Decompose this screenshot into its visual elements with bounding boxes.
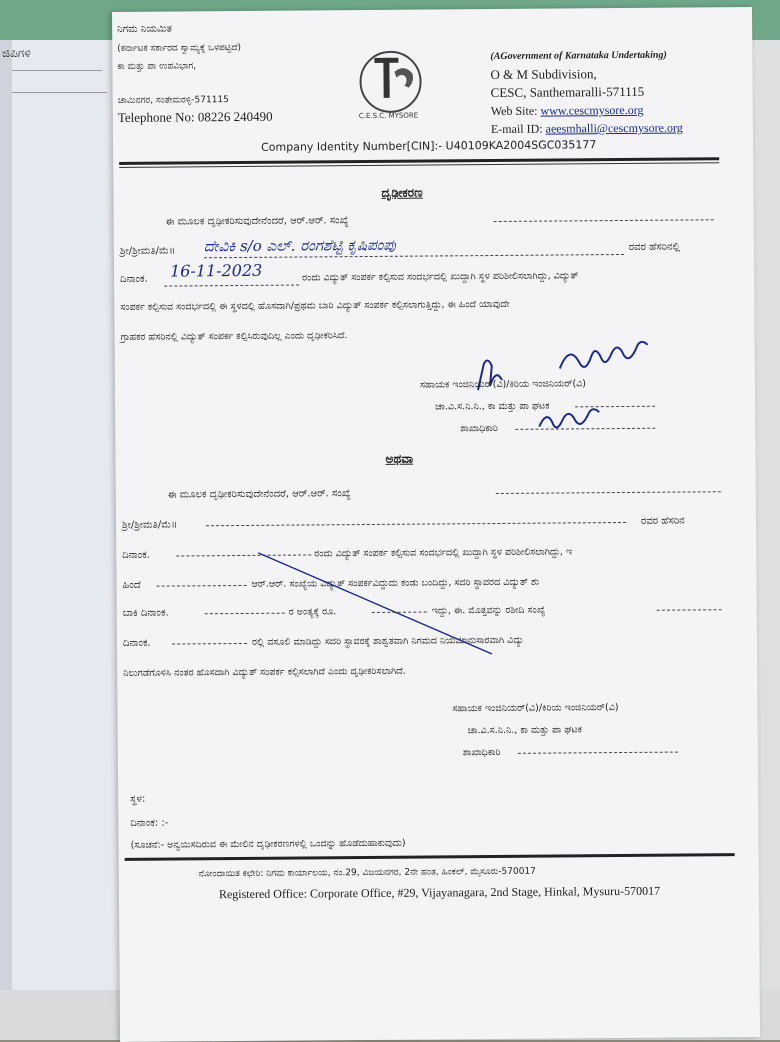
email-label: E-mail ID: (490, 121, 543, 137)
section2-line3: ರಂದು ವಿದ್ಯುತ್ ಸಂಪರ್ಕ ಕಲ್ಪಿಸುವ ಸಂದರ್ಭದಲ್ಲಿ ಖುದ್ದಾಗಿ ಸ್ಥಳ ಪರಿಶೀಲಿಸಲಾಗಿದ್ದು, ಇ (314, 546, 573, 560)
website-link[interactable]: www.cescmysore.org (540, 102, 644, 118)
left-page-line (12, 92, 107, 93)
footer-en-office: Registered Office: Corporate Office, #29, Vijayanagara, 2nd Stage, Hinkal, Mysuru-570017 (218, 883, 661, 902)
section2-prefix: ಶ್ರೀ/ಶ್ರೀಮತಿ/ಮೆ॥ (121, 519, 178, 531)
section2-line7: ನಿಲುಗಡೆಗೊಳಿಸಿ ನಂತರ ಹೊಸದಾಗಿ ವಿದ್ಯುತ್ ಸಂಪರ್ಕ ಕಲ್ಪಿಸಲಾಗಿದೆ ಎಂದು ದೃಢೀಕರಿಸಲಾಗಿದೆ. (123, 665, 406, 679)
header-website (491, 103, 644, 119)
rr-blank-2 (157, 585, 247, 587)
section2-sign-title: ಸಹಾಯಕ ಇಂಜಿನಿಯರ್(ವಿ)/ಕಿರಿಯ ಇಂಜಿನಿಯರ್(ವಿ) (452, 702, 619, 715)
officer-blank-2 (518, 752, 678, 754)
cesc-logo-icon (352, 46, 429, 123)
logo-text: C.E.S.C. MYSORE (358, 111, 419, 121)
section1-line4: ಸಂಪರ್ಕ ಕಲ್ಪಿಸುವ ಸಂದರ್ಭದಲ್ಲಿ ಈ ಸ್ಥಳದಲ್ಲಿ ಹೊಸದಾಗಿ/ಪ್ರಥಮ ಬಾರಿ ವಿದ್ಯುತ್ ಸಂಪರ್ಕ ಕಲ್ಪಿಸಲಾಗುತ್ತಿದ್ದು, ಈ ಹಿಂದೆ ಯಾವುದೇ (120, 298, 510, 313)
rr-number-blank (494, 219, 714, 222)
section1-sign-unit: ಚಾ.ವಿ.ಸ.ನಿ.ನಿ., ಕಾ ಮತ್ತು ಪಾ ಘಟಕ (435, 400, 550, 413)
section1-title: ದೃಢೀಕರಣ (381, 185, 423, 200)
section2-title: ಅಥವಾ (385, 451, 414, 466)
header-telephone: Telephone No: 08226 240490 (117, 108, 273, 125)
header-en-place: CESC, Santhemaralli-571115 (490, 83, 645, 101)
receipt-blank (657, 609, 722, 611)
website-label: Web Site: (490, 103, 538, 119)
header-email (491, 121, 683, 138)
section1-sign-officer: ಶಾಖಾಧಿಕಾರಿ (460, 422, 498, 435)
footer-place-label: ಸ್ಥಳ: (130, 793, 146, 805)
section2-line5-rest: ಇದ್ದು, ಈ. ಮೊತ್ತವನ್ನು ರಶೀದಿ ಸಂಖ್ಯೆ (431, 604, 546, 617)
footer-date-label: ದಿನಾಂಕ: :- (130, 817, 169, 829)
header-kn-gov: (ಕರ್ನಾಟಕ ಸರ್ಕಾರದ ಸ್ವಾಮ್ಯಕ್ಕೆ ಒಳಪಟ್ಟಿದೆ) (117, 42, 242, 54)
section1-line5: ಗ್ರಾಹಕರ ಹೆಸರಿನಲ್ಲಿ ವಿದ್ಯುತ್ ಸಂಪರ್ಕ ಕಲ್ಪಿಸಿರುವುದಿಲ್ಲ ಎಂದು ದೃಢೀಕರಿಸಿದೆ. (120, 330, 348, 343)
header-kn-org: ನಿಗಮ ನಿಯಮಿತ (117, 23, 172, 35)
header-en-gov: (AGovernment of Karnataka Undertaking) (490, 49, 667, 63)
signature-1 (555, 338, 675, 379)
section2-date-label: ದಿನಾಂಕ. (122, 549, 150, 561)
section1-line3: ರಂದು ವಿದ್ಯುತ್ ಸಂಪರ್ಕ ಕಲ್ಪಿಸುವ ಸಂದರ್ಭದಲ್ಲಿ ಖುದ್ದಾಗಿ ಸ್ಥಳ ಪರಿಶೀಲಿಸಲಾಗಿದ್ದು, ವಿದ್ಯುತ್ (302, 270, 579, 284)
handwritten-name: ದೇವಿಕಿ s/o ಎಲ್. ರಂಗಶೆಟ್ಟಿ ಕೃಷಿಪಂಪು (203, 235, 396, 256)
header-kn-place: ಚಾಮಿನಗರ, ಸಂತೇಮರಳ್ಳಿ-571115 (117, 95, 229, 106)
section2-line5-label: ಬಾಕಿ ದಿನಾಂಕ. (122, 607, 169, 619)
section2-sign-unit: ಚಾ.ವಿ.ಸ.ನಿ.ನಿ., ಕಾ ಮತ್ತು ಪಾ ಘಟಕ (467, 724, 583, 737)
footer-note: (ಸೂಚನೆ:- ಅನ್ವಯಿಸದಿರುವ ಈ ಮೇಲಿನ ದೃಢೀಕರಣಗಳಲ್ಲಿ ಒಂದನ್ನು ಹೊಡೆದುಹಾಕುವುದು) (130, 837, 406, 851)
section2-line4: ಆರ್.ಆರ್. ಸಂಖ್ಯೆಯ ವಿದ್ಯುತ್ ಸಂಪರ್ಕವಿದ್ದುದು ಕಂಡು ಬಂದಿದ್ದು, ಸದರಿ ಸ್ಥಾವರದ ವಿದ್ಯುತ್ ಶು (251, 576, 540, 590)
section2-line6: ರಲ್ಲಿ ವಸೂಲಿ ಮಾಡಿದ್ದು ಸದರಿ ಸ್ಥಾವರಕ್ಕೆ ಶಾಶ್ವತವಾಗಿ ನಿಗಮದ ನಿಯಮಾನುಸಾರವಾಗಿ ವಿದ್ಯು (251, 634, 524, 648)
section2-line1: ಈ ಮೂಲಕ ದೃಢೀಕರಿಸುವುದೇನೆಂದರೆ, ಆರ್.ಆರ್. ಸಂಖ್ಯೆ (167, 488, 351, 501)
left-page-line (12, 70, 102, 71)
section2-line5-mid: ರ ಅಂತ್ಯಕ್ಕೆ ರೂ. (288, 606, 337, 618)
handwritten-date: 16-11-2023 (169, 260, 263, 281)
section1-line1: ಈ ಮೂಲಕ ದೃಢೀಕರಿಸುವುದೇನೆಂದರೆ, ಆರ್.ಆರ್. ಸಂಖ್ಯೆ (165, 215, 349, 228)
left-page-edge (0, 40, 12, 1040)
section1-prefix: ಶ್ರೀ/ಶ್ರೀಮತಿ/ಮೆ॥ (119, 245, 176, 257)
date-blank (164, 285, 299, 287)
section1-date-label: ದಿನಾಂಕ. (120, 273, 148, 285)
section1-sign-title: ಸಹಾಯಕ ಇಂಜಿನಿಯರ್(ವಿ)/ಕಿರಿಯ ಇಂಜಿನಿಯರ್(ವಿ) (419, 378, 587, 391)
paid-date-blank (172, 643, 247, 645)
section2-line4-label: ಹಿಂದೆ (122, 579, 141, 591)
rr-number-blank-2 (496, 491, 721, 494)
strike-through-line (256, 549, 497, 661)
footer-kn-office: ನೋಂದಾಯಿತ ಕಛೇರಿ: ನಿಗಮ ಕಾರ್ಯಾಲಯ, ನಂ.29, ವಿಜಯನಗರ, 2ನೇ ಹಂತ, ಹಿಂಕಲ್, ಮೈಸೂರು-570017 (198, 866, 536, 880)
section2-sign-officer: ಶಾಖಾಧಿಕಾರಿ (462, 746, 501, 759)
section2-name-suffix: ರವರ ಹೆಸರಿನ (640, 515, 685, 527)
section1-name-suffix: ರವರ ಹೆಸರಿನಲ್ಲಿ (628, 241, 681, 253)
company-cin: Company Identity Number[CIN]:- U40109KA2004SGC035177 (261, 138, 597, 154)
header-en-sub: O & M Subdivision, (490, 66, 597, 83)
header-kn-sub: ಕಾ ಮತ್ತು ಪಾ ಉಪವಿಭಾಗ, (117, 61, 197, 72)
left-page-note: ಜಿಪಿಗಳಿ (2, 46, 31, 60)
signature-3 (535, 406, 605, 433)
section2-line6-label: ದಿನಾಂಕ. (122, 637, 151, 649)
document-sheet (112, 7, 760, 1042)
footer-divider (125, 853, 735, 861)
email-link[interactable]: aeesmhalli@cescmysore.org (545, 120, 683, 136)
name-blank-2 (206, 522, 626, 526)
